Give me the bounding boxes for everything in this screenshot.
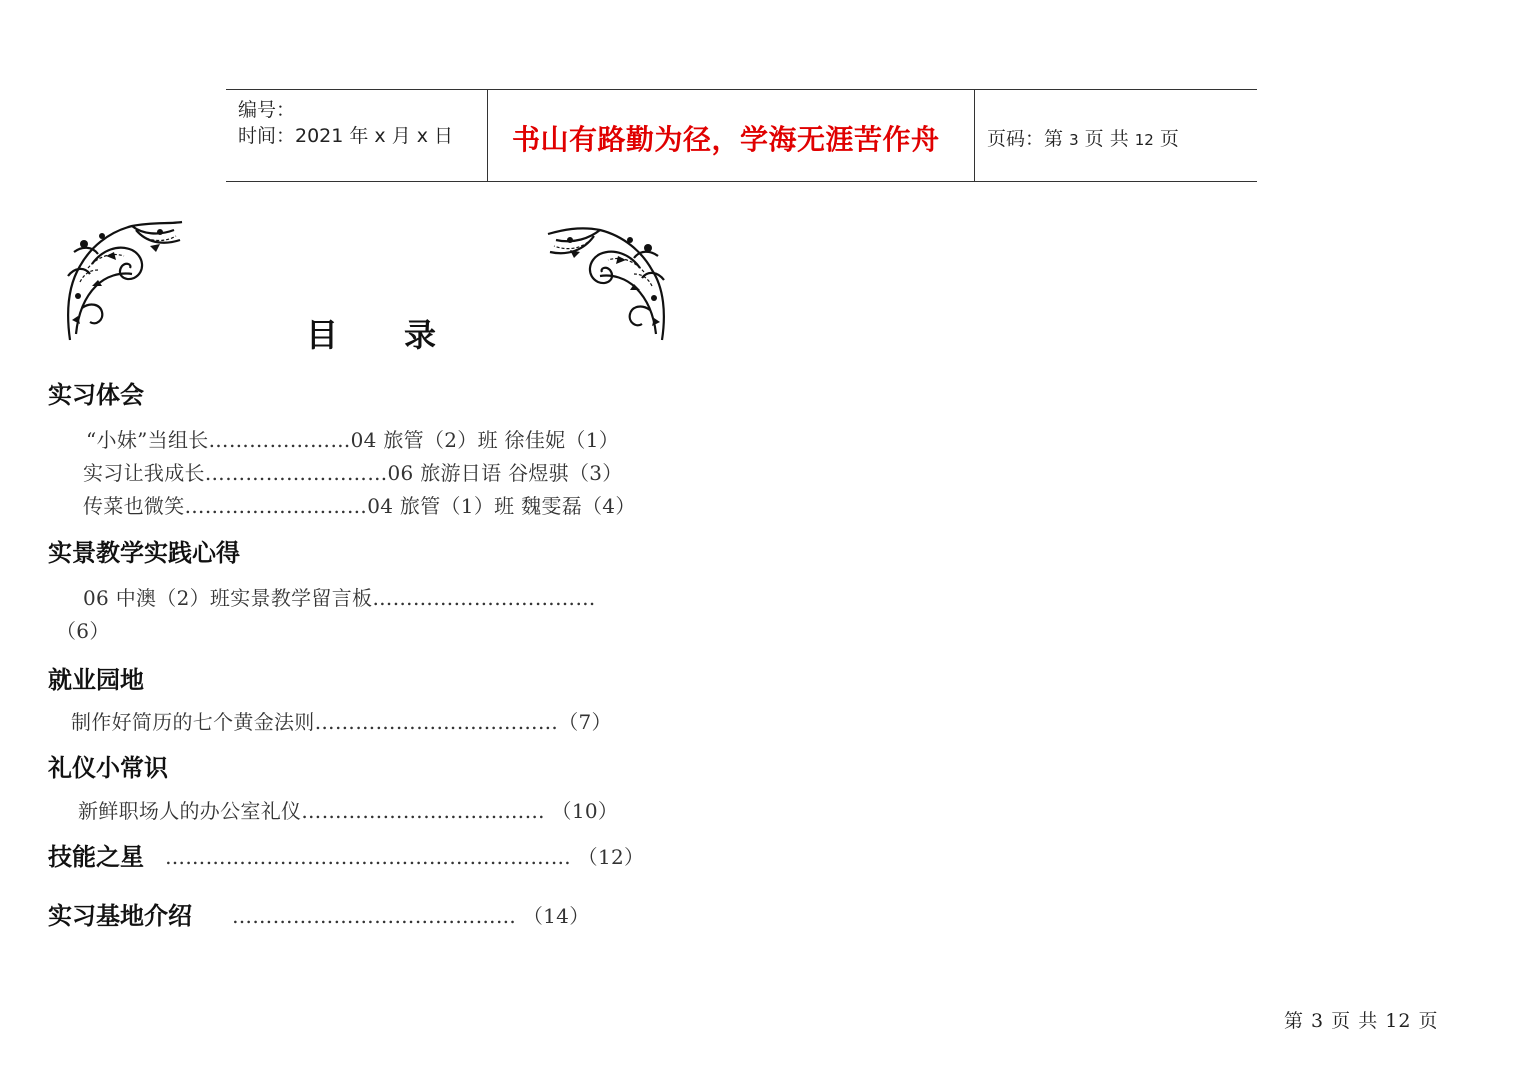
toc-section-heading: 实习基地介绍 xyxy=(48,902,192,930)
page-mid: 页 共 xyxy=(1084,128,1129,150)
page-footer: 第 3 页 共 12 页 xyxy=(1284,1010,1439,1032)
toc-entry[interactable]: 06 中澳（2）班实景教学留言板…………………………… xyxy=(83,586,596,610)
page-current: 3 xyxy=(1069,131,1079,149)
toc-section-heading: 就业园地 xyxy=(48,666,144,694)
date-label: 时间：2021 年 x 月 x 日 xyxy=(238,125,454,147)
toc-section-heading: 礼仪小常识 xyxy=(48,754,168,782)
header-meta-cell xyxy=(226,90,488,181)
toc-entry[interactable]: 制作好简历的七个黄金法则………………………………（7） xyxy=(71,710,612,734)
document-header xyxy=(226,89,1257,182)
toc-entry-page[interactable]: （6） xyxy=(56,619,110,643)
motto-text: 书山有路勤为径，学海无涯苦作舟 xyxy=(512,123,940,156)
toc-entry[interactable]: …………………………………………………… （12） xyxy=(165,845,645,869)
page-prefix: 页码：第 xyxy=(987,128,1064,150)
serial-number-label: 编号： xyxy=(238,99,296,121)
toc-entry[interactable]: 新鲜职场人的办公室礼仪……………………………… （10） xyxy=(78,799,619,823)
ornament-corner-left-icon xyxy=(62,216,186,344)
ornament-corner-right-icon xyxy=(544,222,670,344)
toc-section-heading: 实习体会 xyxy=(48,381,144,409)
toc-entry[interactable]: 实习让我成长………………………06 旅游日语 谷煜骐（3） xyxy=(83,461,623,485)
toc-entry[interactable]: 传菜也微笑………………………04 旅管（1）班 魏雯磊（4） xyxy=(83,494,636,518)
toc-entry[interactable]: “小妹”当组长…………………04 旅管（2）班 徐佳妮（1） xyxy=(86,428,620,452)
toc-section-heading: 实景教学实践心得 xyxy=(48,539,240,567)
header-motto-cell xyxy=(488,90,975,181)
toc-title: 目录 xyxy=(306,316,503,354)
toc-section-heading: 技能之星 xyxy=(48,843,144,871)
toc-entry[interactable]: …………………………………… （14） xyxy=(232,904,590,928)
header-page-cell xyxy=(975,90,1257,181)
page-suffix: 页 xyxy=(1159,128,1179,150)
page-number-info xyxy=(987,124,1179,151)
page-total: 12 xyxy=(1134,131,1154,149)
